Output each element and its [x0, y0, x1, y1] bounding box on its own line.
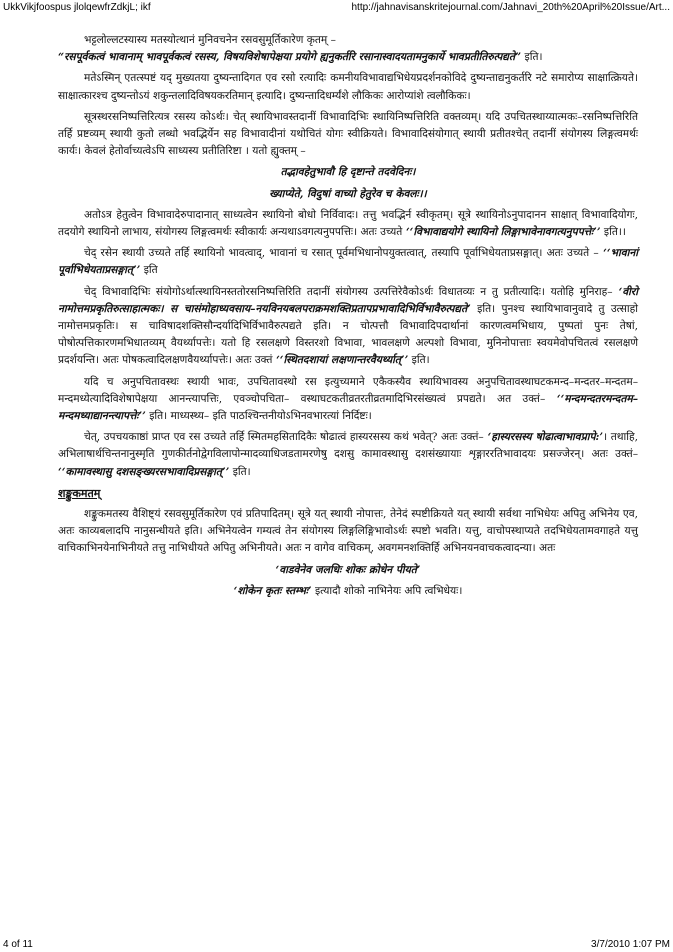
paragraph-tail: इति।।	[600, 226, 626, 239]
paragraph-6	[58, 284, 638, 370]
verse-line-1: तद्भावहेतुभावौ हि दृष्टान्ते तदवेदिनः।	[280, 166, 416, 179]
final-quote-1: ‘वाडवेनेव जलधिः शोकः क्रोधेन पीयते’	[275, 563, 421, 576]
paragraph-5	[58, 245, 638, 279]
paragraph-text: चेद् विभावादिभिः संयोगोऽर्थात्स्थायिनस्ततोरसनिष्पत्तिरिति तदानीं संयोगस्य उत्पत्तिरेवैकोऽर्थः विधातव्यः न तु प्रतीत्यादिः। यतोहि मुनिराह–	[84, 285, 613, 298]
browser-print-header	[0, 0, 673, 16]
quoted-text: ‘‘विभावाद्ययोगे स्थायिनो लिङ्गाभावेनावगत्यनुपपत्तेः’’	[402, 226, 601, 239]
paragraph-text: यदि च अनुपचितावस्थः स्थायी भावः, उपचितावस्थो रस इत्युच्यमाने एकैकस्यैव स्थायिभावस्य अनुपचितावस्थाघटकमन्द–मन्दतर–मन्दतम–मन्दमध्येत्यादिविशेषापेक्षया आनन्त्यापत्तिः, एवञ्चोपचिता– वस्थाघटकतीव्रतरतीव्रतमादिभिरसंख्यत्वं प्रपद्यते। अत उक्तं–	[58, 375, 638, 405]
paragraph-text: भट्टलोल्लटस्यास्य मतस्योत्थानं मुनिवचनेन रसवसुमूर्तिकारेण कृतम् –	[84, 34, 336, 46]
article-body	[58, 32, 638, 604]
browser-print-footer	[0, 938, 673, 952]
paragraph-7	[58, 374, 638, 426]
paragraph-2: मतेऽस्मिन् एतत्स्पष्टं यद् मुख्यतया दुष्यन्तादिगत एव रसो रत्यादिः कमनीयविभावाद्यभिधेयप्रदर्शनकोविदे दुष्यन्ताद्यनुकर्तरि नटे समारोप्य साक्षात्क्रियते। साक्षात्कारश्च दुष्यन्तोऽयं शकुन्तलादिविषयकरतिमान् इत्यादि। दुष्यन्तादिधर्म्यंशे लौकिकः आरोप्यांशे त्वलौकिकः।	[58, 72, 638, 102]
page-number: 4 of 11	[3, 939, 33, 950]
print-datetime: 3/7/2010 1:07 PM	[591, 939, 670, 950]
paragraph-tail: इति	[140, 264, 158, 277]
page-title: UkkVikjfoospus jlolqewfrZdkjL; ikf	[3, 2, 151, 13]
paragraph-tail: इति। माध्यस्थ्य– इति पाठश्चिन्तनीयोऽभिनवभारत्यां निर्दिष्टः।	[145, 410, 372, 423]
paragraph-text: चेद् रसेन स्थायी उच्यते तर्हि स्थायिनो भावत्वाद्, भावानां च रसात् पूर्वमभिधानोपयुक्तत्वात्, तस्यापि पूर्वाभिधेयताप्रसङ्गात्। अतः उच्यते –	[84, 247, 599, 260]
quoted-text: “रसपूर्वकत्वं भावानाम् भावपूर्वकत्वं रसस्य, विषयविशेषापेक्षया प्रयोगे ह्यनुकर्तरि रसानास्वादयतामनुकार्ये भावप्रतीतिरुत्पद्यते”	[58, 51, 522, 64]
quoted-text-2: ‘‘कामावस्थासु दशसङ्ख्यरसभावादिप्रसङ्गात्’’	[58, 465, 230, 478]
verse-line-2: ख्याप्येते, विदुषां वाच्यो हेतुरेव च केवलः।।	[269, 187, 427, 200]
quoted-text: ‘वीरो नामोत्तमप्रकृतिरुत्साहात्मकः। स चासंमोहाध्यवसाय–नयविनयबलपराक्रमशक्तिप्रतापप्रभावादिभिर्विभावैरुत्पद्यते’	[58, 285, 638, 315]
paragraph-4	[58, 207, 638, 241]
paragraph-tail: इति। पुनश्च स्थायिभावानुवादे तु उत्साहो नामोत्तमप्रकृतिः। स चाविषादशक्तिसौन्दर्यादिभिर्विभावैरुत्पद्यते इति। न चोत्पत्तौ विभावादिपदार्थानां कारणत्वमभिधाय, पुष्पतां पुनः तेषां, पोषोत्पत्तिकारणमभिधातव्यम् वैयर्थ्यापत्तेः। यतो हि रसलक्षणे विस्तरशो विभावा, भावलक्षणे अल्पशो विभावा, मुनिनोपात्ताः स्वयमेवोपचितत्वं रसलक्षणे प्रदर्शयन्ति। अतः पोषकत्वादिलक्षणवैयर्थ्यापत्तेः। अतः उक्तं	[58, 302, 638, 367]
quoted-text: ‘शोकेन कृतः स्तम्भः’	[233, 584, 312, 597]
quoted-text: ‘हास्यरसस्य षोढात्वाभावप्रापे:’	[483, 431, 604, 444]
paragraph-text: अतोऽत्र हेतुत्वेन विभावादेरुपादानात् साध्यत्वेन स्थायिनो बोधो निर्विवादः। तत्तु भवद्भिर्न स्वीकृतम्। सूत्रे स्थायिनोऽनुपादानन साक्षात् विभावादियोगः, तदयोगे स्थायिनो लाभाय, संयोगस्य लिङ्गत्वमर्थः स्वीकार्यः अन्यथाऽवगत्यनुपपत्तिः। अतः उच्यते	[58, 208, 638, 239]
paragraph-9: शङ्कुकमतस्य वैशिष्ट्यं रसवसुमूर्तिकारेण एवं प्रतिपादितम्। सूत्रे यत् स्थायी नोपात्तः, तेनेदं स्पष्टीक्रियते यत् स्थायी सर्वथा नाभिधेयः अपितु अभिनेय एव, अतः काव्यबलादपि नानुसन्धीयते इति। अभिनेयत्वेन गम्यत्वं तेन संयोगस्य लिङ्गलिङ्गिभावोऽर्थः स्पष्टो भवति। यत्तु, वाचोपस्थाप्यते तदभिधेयतामवगाहते यत्तु वाचिकाभिनयेनाभिनीयते तत्तु नाभिधीयते अपितु अभिनीयते। अतः न वागेव वाचिकम्, अवगमनशक्तिर्हि अभिनयनवाचकत्वादन्या। अतः	[58, 508, 638, 555]
paragraph-8	[58, 429, 638, 481]
final-quote-2	[58, 583, 638, 600]
quoted-text: ‘‘मन्दमन्दतरमन्दतम– मन्दमध्याद्यानन्त्यापत्तेः’’	[58, 392, 638, 423]
paragraph-3: सूत्रस्थरसनिष्पत्तिरित्यत्र रसस्य कोऽर्थः। चेत् स्थायिभावस्तदानीं विभावादिभिः स्थायिनिष्पत्तिरिति वक्तव्यम्। यदि उपचितस्थाय्यात्मकः–रसनिष्पत्तिरिति तर्हि प्रष्टव्यम् स्थायी कुतो लब्धो भवद्भिर्येन सह विभावादीनां यथोचितं योगः स्वीक्रियते। विभावादिसंयोगात् स्थायी प्रतीतश्चेत् तदानीं संयोगस्य लिङ्गत्वमर्थः कार्यः। केवलं हेतोर्वाच्यत्वेऽपि साध्यस्य प्रतीतिरिष्टा । यतो ह्युक्तम् –	[58, 110, 638, 158]
paragraph-tail-2: इति।	[408, 354, 430, 367]
page-url: http://jahnavisanskritejournal.com/Jahnavi_20th%20April%20Issue/Art...	[351, 2, 670, 13]
section-heading: शङ्कुकमतम्	[58, 486, 101, 500]
paragraph-text: चेत्, उपचयकाष्ठां प्राप्त एव रस उच्यते तर्हि स्मितमहसितादिकैः षोढात्वं हास्यरसस्य कथं भवेत्? अतः उक्तं–	[84, 431, 484, 444]
paragraph-tail: इति।	[521, 51, 543, 64]
paragraph-tail: इत्यादौ शोको नाभिनेयः अपि त्वभिधेयः।	[311, 584, 463, 597]
quoted-text: ‘‘भावानां पूर्वाभिधेयताप्रसङ्गात्’’	[58, 247, 638, 277]
quoted-text-2: ‘‘स्थितदशायां लक्षणान्तरवैयर्थ्यात्’’	[272, 354, 409, 367]
paragraph-1	[58, 32, 638, 66]
paragraph-tail: । तथाहि, अभिलाषार्थचिन्तनानुस्मृति गुणकीर्तनोद्वेगविलापोन्मादव्याधिजडतामरणेषु दशसु कामावस्थासु दशसंख्यायाः शृङ्गाररतिभावादयः प्रसज्जेरन्। अतः उक्तं–	[58, 431, 638, 461]
paragraph-tail-2: इति।	[229, 465, 251, 478]
